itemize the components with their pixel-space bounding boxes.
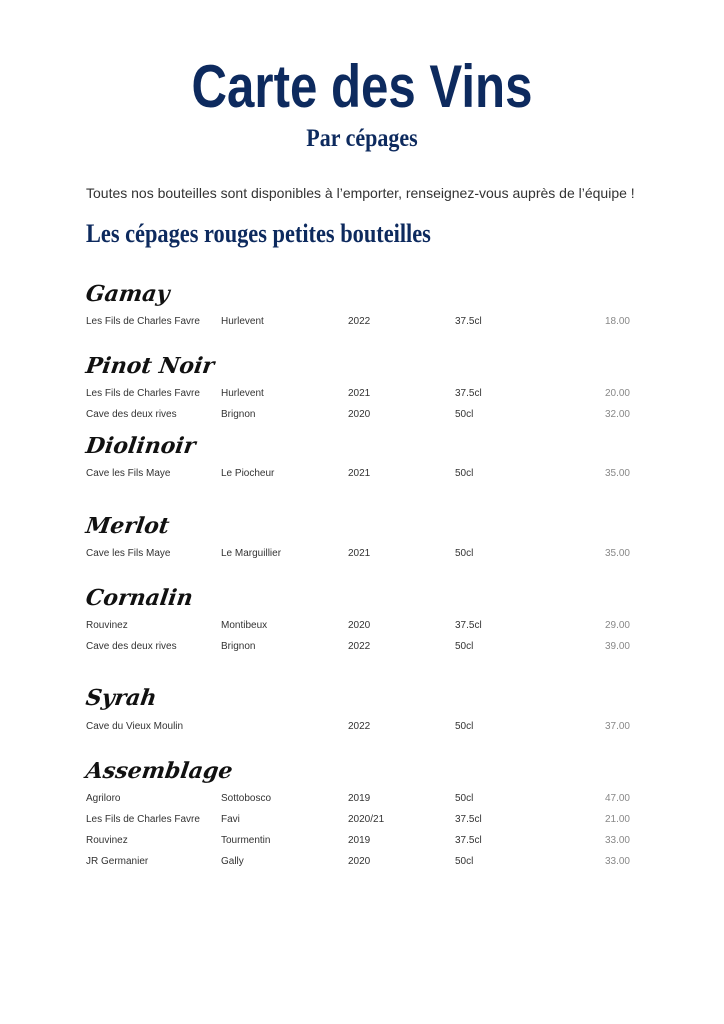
wine-year: 2021	[348, 468, 371, 479]
wine-year: 2021	[348, 388, 371, 399]
wine-producer: Les Fils de Charles Favre	[86, 388, 200, 399]
grape-heading-cornalin: Cornalin	[84, 585, 195, 611]
wine-producer: JR Germanier	[86, 856, 149, 867]
wine-price: 37.00	[604, 721, 630, 732]
wine-producer: Les Fils de Charles Favre	[86, 316, 200, 327]
wine-name: Montibeux	[221, 620, 268, 631]
wine-name: Le Marguillier	[221, 548, 282, 559]
wine-producer: Rouvinez	[86, 835, 128, 846]
wine-row	[0, 833, 724, 849]
wine-name: Tourmentin	[221, 835, 271, 846]
wine-size: 50cl	[455, 856, 474, 867]
wine-row	[0, 791, 724, 807]
wine-row	[0, 466, 724, 482]
wine-price: 39.00	[604, 641, 630, 652]
wine-name: Brignon	[221, 409, 256, 420]
wine-price: 21.00	[604, 814, 630, 825]
wine-name: Hurlevent	[221, 388, 264, 399]
wine-size: 37.5cl	[455, 388, 482, 399]
wine-size: 37.5cl	[455, 835, 482, 846]
wine-year: 2020/21	[348, 814, 385, 825]
wine-row	[0, 854, 724, 870]
wine-price: 33.00	[604, 835, 630, 846]
wine-year: 2021	[348, 548, 371, 559]
wine-size: 50cl	[455, 409, 474, 420]
wine-producer: Agriloro	[86, 793, 121, 804]
wine-size: 37.5cl	[455, 316, 482, 327]
grape-heading-pinot-noir: Pinot Noir	[84, 353, 216, 379]
wine-row	[0, 314, 724, 330]
wine-size: 37.5cl	[455, 814, 482, 825]
wine-size: 50cl	[455, 793, 474, 804]
page-subtitle: Par cépages	[306, 125, 418, 152]
grape-heading-syrah: Syrah	[84, 685, 159, 711]
wine-producer: Rouvinez	[86, 620, 128, 631]
wine-row	[0, 719, 724, 735]
grape-heading-gamay: Gamay	[84, 281, 172, 307]
wine-name: Favi	[221, 814, 240, 825]
wine-row	[0, 386, 724, 402]
wine-producer: Cave des deux rives	[86, 641, 177, 652]
wine-price: 20.00	[604, 388, 630, 399]
wine-row	[0, 407, 724, 423]
wine-year: 2020	[348, 856, 371, 867]
wine-row	[0, 639, 724, 655]
wine-name: Brignon	[221, 641, 256, 652]
wine-name: Hurlevent	[221, 316, 264, 327]
grape-heading-assemblage: Assemblage	[84, 758, 235, 784]
wine-producer: Cave des deux rives	[86, 409, 177, 420]
wine-price: 18.00	[604, 316, 630, 327]
wine-price: 35.00	[604, 548, 630, 559]
grape-heading-merlot: Merlot	[84, 513, 171, 539]
wine-size: 37.5cl	[455, 620, 482, 631]
wine-price: 29.00	[604, 620, 630, 631]
wine-price: 47.00	[604, 793, 630, 804]
grape-heading-diolinoir: Diolinoir	[84, 433, 198, 459]
wine-year: 2022	[348, 316, 371, 327]
wine-size: 50cl	[455, 721, 474, 732]
wine-year: 2019	[348, 835, 371, 846]
wine-year: 2020	[348, 409, 371, 420]
wine-price: 35.00	[604, 468, 630, 479]
wine-price: 33.00	[604, 856, 630, 867]
section-title: Les cépages rouges petites bouteilles	[86, 219, 431, 248]
wine-year: 2020	[348, 620, 371, 631]
wine-row	[0, 618, 724, 634]
wine-name: Le Piocheur	[221, 468, 275, 479]
wine-producer: Cave du Vieux Moulin	[86, 721, 184, 732]
wine-price: 32.00	[604, 409, 630, 420]
wine-producer: Cave les Fils Maye	[86, 548, 171, 559]
wine-size: 50cl	[455, 468, 474, 479]
wine-size: 50cl	[455, 548, 474, 559]
wine-name: Gally	[221, 856, 244, 867]
wine-producer: Cave les Fils Maye	[86, 468, 171, 479]
wine-year: 2022	[348, 641, 371, 652]
wine-producer: Les Fils de Charles Favre	[86, 814, 200, 825]
wine-name: Sottobosco	[221, 793, 272, 804]
intro-text: Toutes nos bouteilles sont disponibles à l’emporter, renseignez-vous auprès de l’équipe !	[86, 185, 635, 201]
wine-size: 50cl	[455, 641, 474, 652]
wine-year: 2019	[348, 793, 371, 804]
page-title: Carte des Vins	[191, 53, 533, 120]
wine-year: 2022	[348, 721, 371, 732]
wine-row	[0, 812, 724, 828]
wine-row	[0, 546, 724, 562]
